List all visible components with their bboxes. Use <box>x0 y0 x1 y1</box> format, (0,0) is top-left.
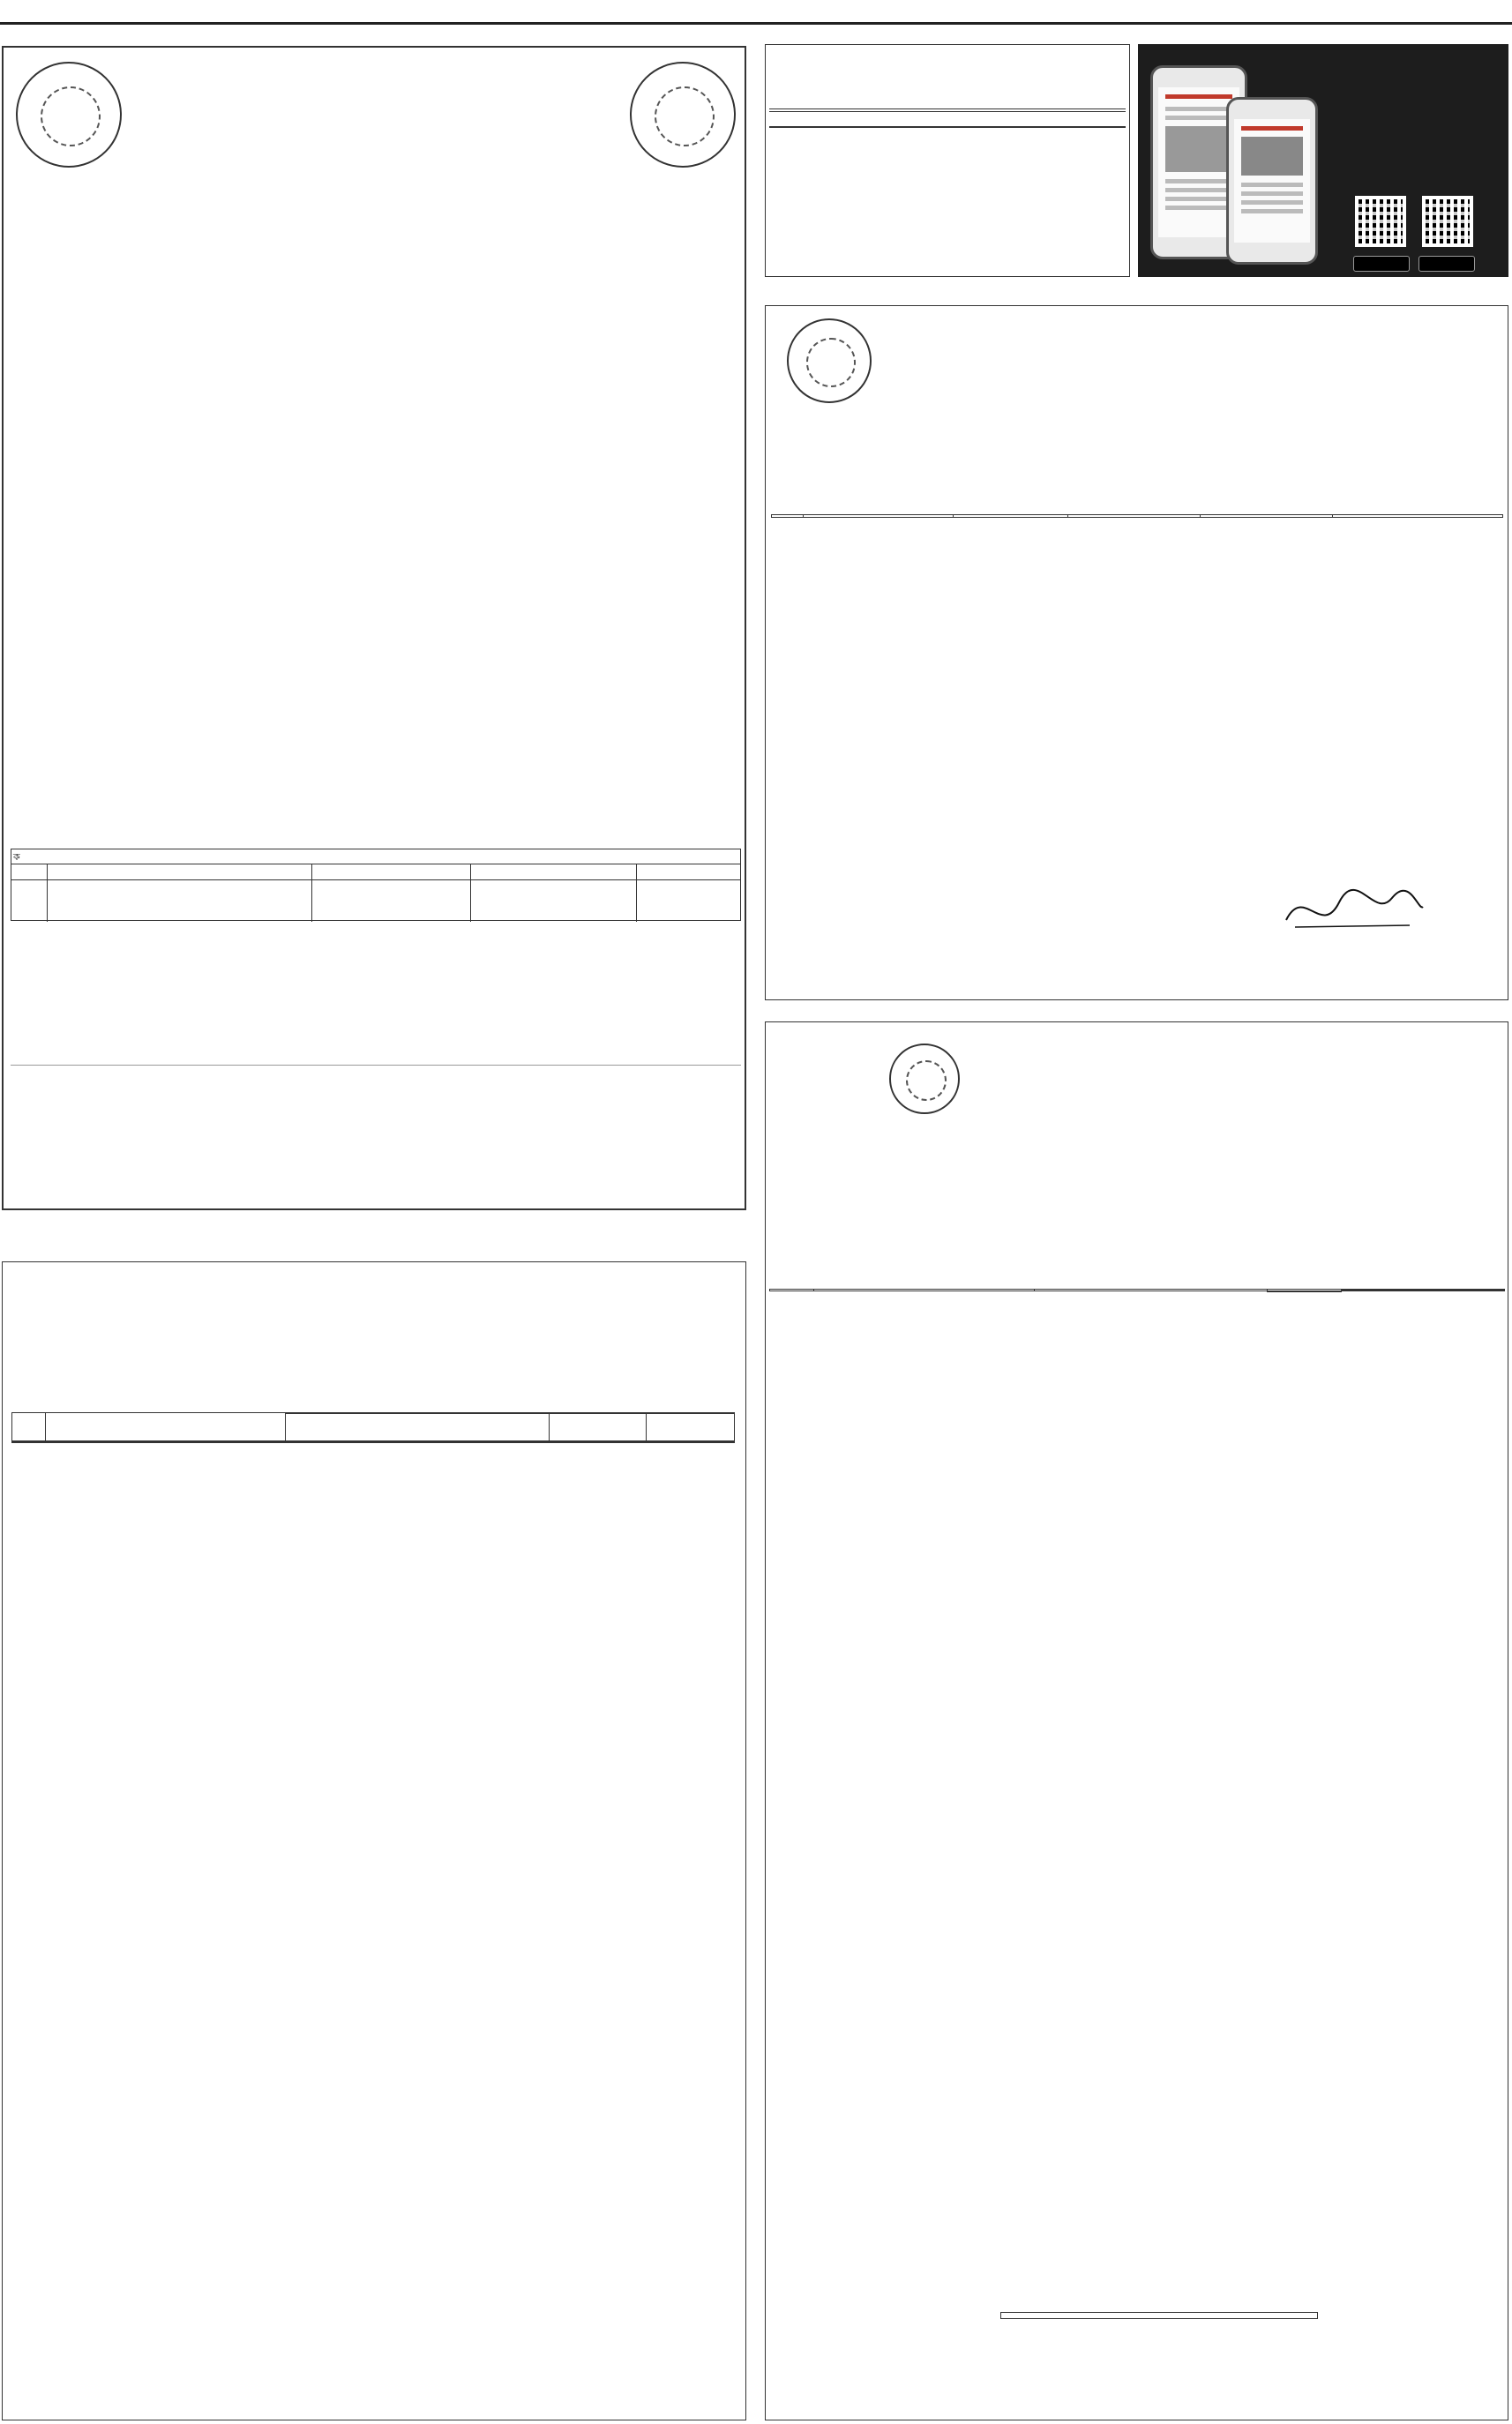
qr-code-icon[interactable] <box>1355 196 1406 247</box>
row-label <box>46 1413 286 1441</box>
naem-tender-ad <box>765 305 1508 1000</box>
google-play-badge[interactable] <box>1418 256 1475 272</box>
app-store-badge[interactable] <box>1353 256 1410 272</box>
col-header <box>1201 515 1333 518</box>
table-row <box>12 1413 735 1441</box>
ministry-tender-ad <box>2 1261 746 2420</box>
naem-table <box>771 514 1503 518</box>
bank-mcq-ad <box>765 1021 1508 2420</box>
col-header <box>804 515 954 518</box>
col-header <box>772 515 804 518</box>
row-number <box>12 1442 46 1443</box>
document-price <box>646 1414 734 1441</box>
corrigendum-memo <box>769 108 1126 112</box>
tender-subtable <box>286 1413 734 1440</box>
total-value <box>1268 1291 1342 1292</box>
qr-code-icon[interactable] <box>1422 196 1473 247</box>
special-note <box>11 924 741 1066</box>
police-emblem-icon <box>630 62 736 168</box>
bangladesh-bank-logo-icon <box>889 1044 960 1114</box>
corrigendum-ad <box>765 44 1130 277</box>
col-header <box>1333 515 1503 518</box>
bangladesh-emblem-icon <box>16 62 122 168</box>
col-header <box>1068 515 1201 518</box>
work-description <box>549 1414 646 1441</box>
phone-graphic-icon <box>1226 97 1318 265</box>
exam-center-table <box>769 1289 1505 1292</box>
masthead <box>0 0 1512 25</box>
corrigendum-title <box>769 126 1126 128</box>
ministry-table <box>11 1412 735 1443</box>
naem-logo-icon <box>787 318 872 403</box>
row-number <box>12 1413 46 1441</box>
total-label <box>770 1291 1268 1292</box>
signature-scribble <box>1277 885 1427 934</box>
tender-number <box>286 1414 549 1441</box>
row-value <box>46 1442 735 1443</box>
hotline-notice <box>1000 2312 1318 2319</box>
daily-star-app-ad <box>1138 44 1508 277</box>
police-tender-ad <box>2 46 746 1210</box>
work-table: ক <box>11 849 741 921</box>
ministry-header <box>3 1273 745 1278</box>
table-row <box>12 1442 735 1443</box>
col-header <box>954 515 1068 518</box>
